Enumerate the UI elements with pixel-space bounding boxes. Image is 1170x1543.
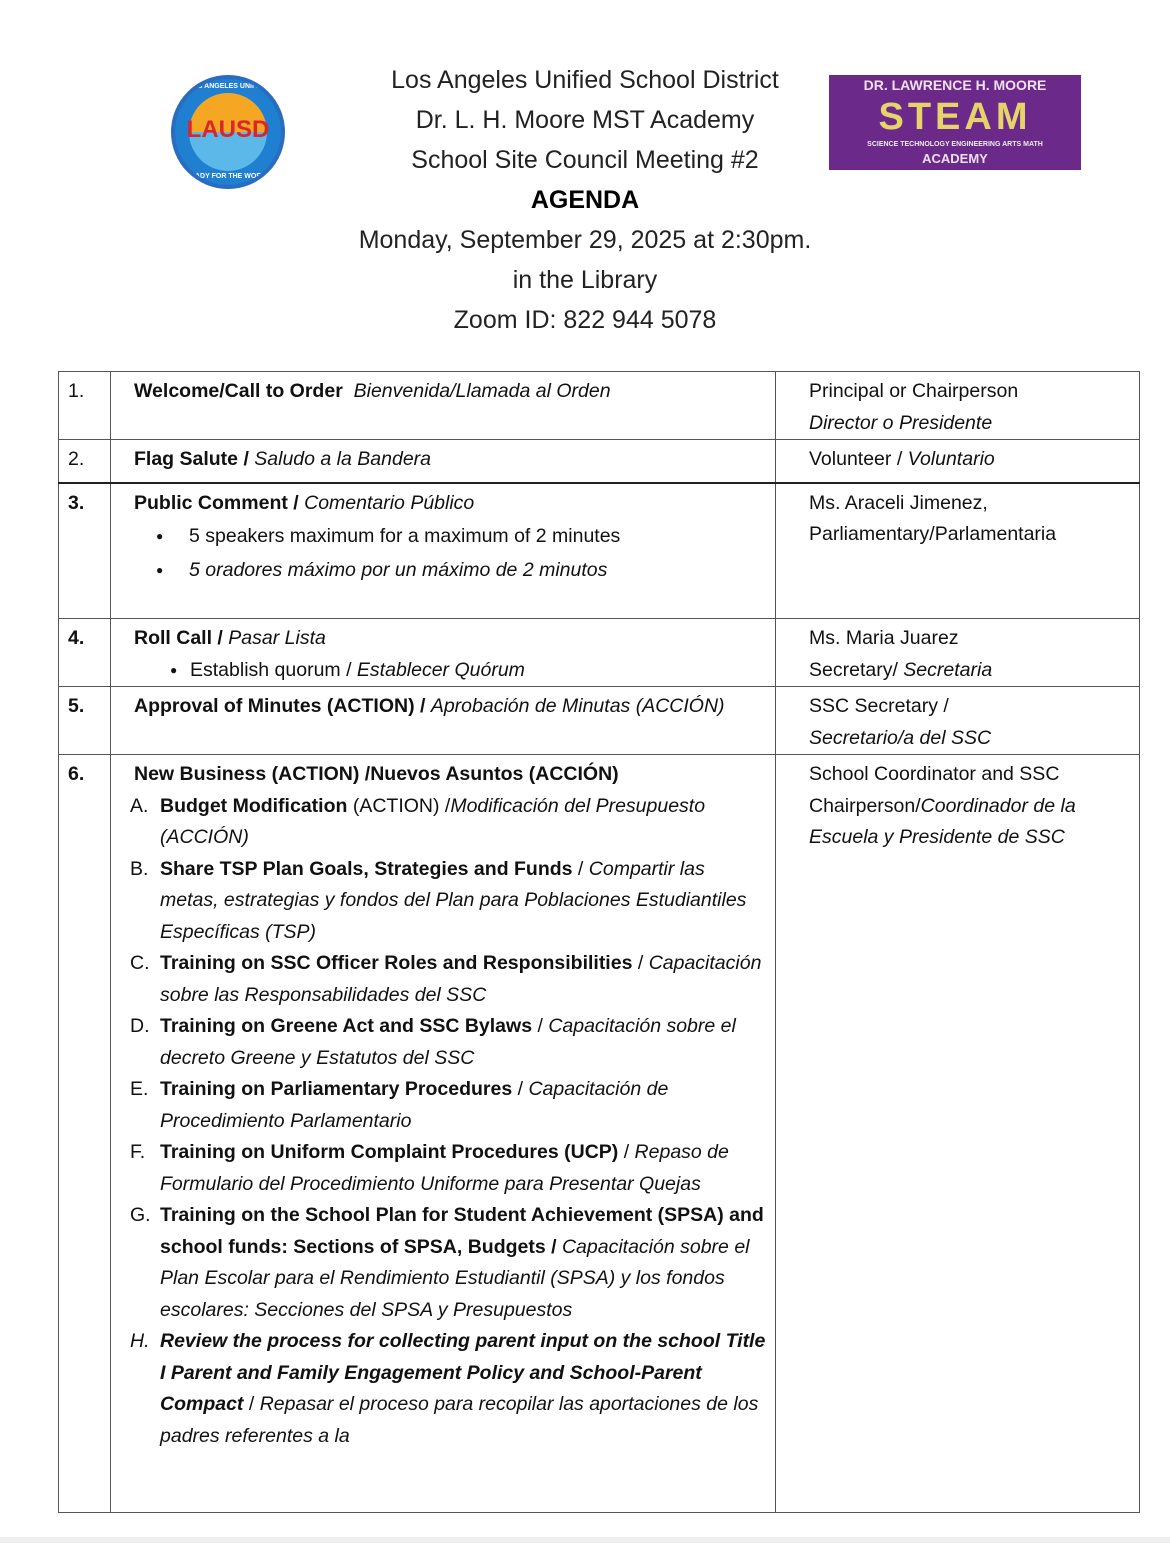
sub-item-letter: A.: [130, 794, 149, 817]
item-number: 5.: [59, 687, 111, 755]
district-name: Los Angeles Unified School District: [391, 66, 779, 94]
sub-item-text: Training on the School Plan for Student Achievement (SPSA) and school funds: Sections of SPSA, Budgets / Capacitación sobre el Plan Escolar para el Rendimiento Estudiantil (SPSA) y los fondos escolares: Secciones del SPSA y Presupuestos: [160, 1204, 764, 1321]
sub-item-text: Training on Greene Act and SSC Bylaws / Capacitación sobre el decreto Greene y Estatutos del SSC: [160, 1015, 736, 1069]
sub-item-f: [130, 1137, 767, 1200]
item-presenter: Principal or Chairperson Director o Presidente: [776, 372, 1140, 440]
item-title: Flag Salute / Saludo a la Bandera: [111, 440, 776, 483]
steam-logo-line3: SCIENCE TECHNOLOGY ENGINEERING ARTS MATH: [867, 141, 1043, 148]
agenda-row: [59, 372, 1140, 440]
item-title: Approval of Minutes (ACTION) / Aprobación de Minutas (ACCIÓN): [111, 687, 776, 755]
agenda-row: [59, 687, 1140, 755]
item-presenter: School Coordinator and SSC Chairperson/Coordinador de la Escuela y Presidente de SSC: [776, 755, 1140, 1513]
lausd-logo-mark: LAUSD: [186, 116, 270, 143]
sub-item-a: [130, 791, 767, 854]
item-title: Public Comment / Comentario Público ● 5 speakers maximum for a maximum of 2 minutes ● 5 oradores máximo por un máximo de 2 minutos: [111, 483, 776, 619]
sub-item-text: Training on SSC Officer Roles and Responsibilities / Capacitación sobre las Responsabilidades del SSC: [160, 952, 762, 1006]
sub-item-text: Share TSP Plan Goals, Strategies and Funds / Compartir las metas, estrategias y fondos del Plan para Poblaciones Estudiantiles Específicas (TSP): [160, 857, 747, 943]
agenda-heading: AGENDA: [530, 186, 640, 214]
lausd-logo-top-text: LOS ANGELES UNIFIED: [188, 83, 268, 90]
sub-item-letter: C.: [130, 952, 150, 974]
item-number: 4.: [59, 619, 111, 687]
item-number: 1.: [59, 372, 111, 440]
sub-item-letter: H.: [130, 1330, 150, 1352]
meeting-title: School Site Council Meeting #2: [411, 146, 759, 174]
agenda-row: [59, 440, 1140, 483]
agenda-row: [59, 755, 1140, 1513]
item-title: New Business (ACTION) /Nuevos Asuntos (ACCIÓN) A. Budget Modification (ACTION) /Modificación del Presupuesto (ACCIÓN) B. Share TSP Plan Goals, Strategies and Funds / Compartir las metas, estrategias y fondos del Plan para Poblaciones Estudiantiles Específicas (TSP) C. Training on SSC Officer Roles and Responsibilities / Capacitación sobre las Responsabilidades del SSC D. Training on Greene Act and SSC Bylaws / Capacitación sobre el decreto Greene y Estatutos del SSC E. Training on Parliamentary Procedures / Capacitación de Procedimiento Parlamentario F. Training on Uniform Complaint Procedures (UCP) / Repaso de Formulario del Procedimiento Uniforme para Presentar Quejas G. Training on the School Plan for Student Achievement (SPSA) and school funds: Sections of SPSA, Budgets / Capacitación sobre el Plan Escolar para el Rendimiento Estudiantil (SPSA) y los fondos escolares: Secciones del SPSA y Presupuestos H. Review the process for collecting parent input on the school Title I Parent and Family Engagement Policy and School-Parent Compact / Repasar el proceso para recopilar las aportaciones de los padres referentes a la: [111, 755, 776, 1513]
page-bottom-edge: [0, 1537, 1170, 1543]
sub-item-c: [130, 948, 767, 1011]
document-header: [290, 60, 880, 340]
item-presenter: Ms. Araceli Jimenez, Parliamentary/Parlamentaria: [776, 483, 1140, 619]
steam-logo-line4: ACADEMY: [922, 151, 988, 166]
agenda-row: [59, 619, 1140, 687]
sub-item-text: Budget Modification (ACTION) /Modificación del Presupuesto (ACCIÓN): [160, 794, 706, 848]
school-name: Dr. L. H. Moore MST Academy: [415, 106, 755, 134]
meeting-location: in the Library: [512, 266, 658, 294]
sub-item-letter: D.: [130, 1015, 150, 1037]
sub-item-e: [130, 1074, 767, 1137]
bullet-item: ● 5 speakers maximum for a maximum of 2 minutes: [156, 519, 767, 553]
lausd-logo-bottom-text: READY FOR THE WORLD: [185, 173, 271, 180]
steam-logo-line1: DR. LAWRENCE H. MOORE: [863, 77, 1047, 93]
steam-academy-logo: [829, 75, 1081, 170]
sub-item-text: Training on Parliamentary Procedures / Capacitación de Procedimiento Parlamentario: [160, 1078, 669, 1132]
bullet-item: ● 5 oradores máximo por un máximo de 2 minutos: [156, 553, 767, 587]
sub-item-letter: B.: [130, 857, 149, 880]
sub-item-text: Review the process for collecting parent input on the school Title I Parent and Family Engagement Policy and School-Parent Compact / Repasar el proceso para recopilar las aportaciones de los padres referentes a la: [160, 1330, 766, 1447]
sub-item-h: [130, 1326, 767, 1452]
item-title: Welcome/Call to Order Bienvenida/Llamada al Orden: [111, 372, 776, 440]
sub-item-letter: G.: [130, 1204, 151, 1226]
meeting-date: Monday, September 29, 2025 at 2:30pm.: [358, 226, 812, 254]
item-presenter: SSC Secretary / Secretario/a del SSC: [776, 687, 1140, 755]
sub-item-d: [130, 1011, 767, 1074]
sub-item-letter: E.: [130, 1078, 149, 1100]
item-presenter: Volunteer / Voluntario: [776, 440, 1140, 483]
item-number: 6.: [59, 755, 111, 1513]
item-presenter: Ms. Maria Juarez Secretary/ Secretaria: [776, 619, 1140, 687]
zoom-id: Zoom ID: 822 944 5078: [453, 306, 717, 334]
item-title: Roll Call / Pasar Lista ● Establish quorum / Establecer Quórum: [111, 619, 776, 687]
lausd-logo: [171, 75, 285, 189]
sub-item-g: [130, 1200, 767, 1326]
sub-item-text: Training on Uniform Complaint Procedures (UCP) / Repaso de Formulario del Procedimiento Uniforme para Presentar Quejas: [160, 1141, 729, 1195]
bullet-item: ● Establish quorum / Establecer Quórum: [170, 655, 767, 687]
item-number: 2.: [59, 440, 111, 483]
steam-logo-line2: STEAM: [878, 96, 1032, 138]
agenda-table: [58, 371, 1140, 1513]
item-number: 3.: [59, 483, 111, 619]
sub-item-letter: F.: [130, 1141, 146, 1163]
sub-item-b: [130, 854, 767, 949]
agenda-row: [59, 483, 1140, 619]
